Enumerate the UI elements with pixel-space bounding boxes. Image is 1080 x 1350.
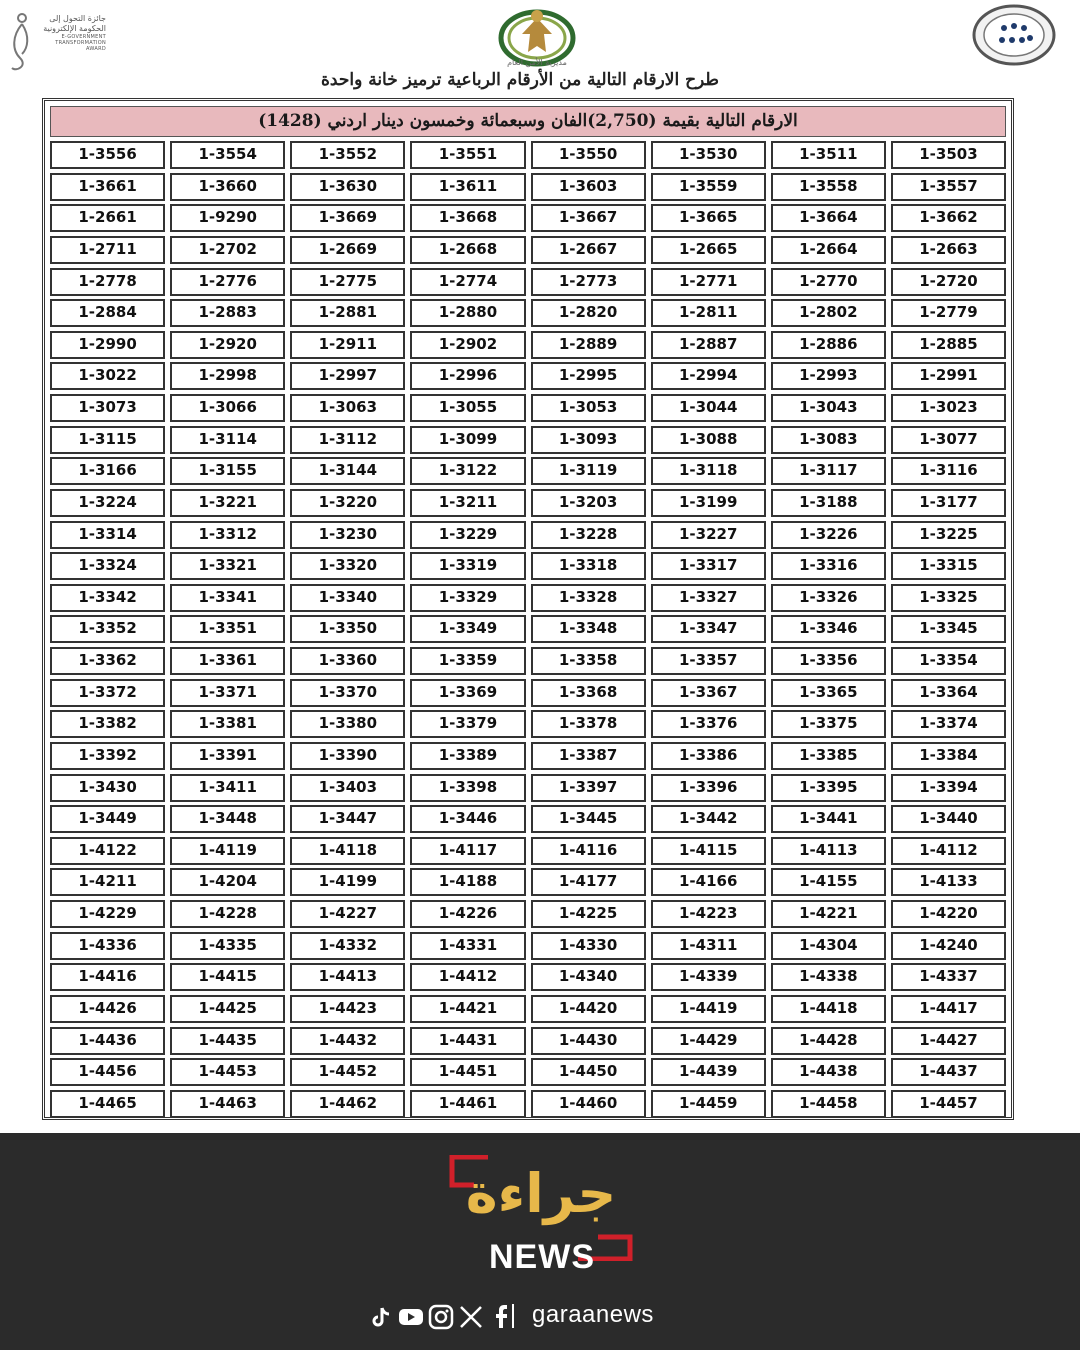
plate-number-cell: 1-3556 [50, 141, 165, 169]
plate-number-cell: 1-4228 [170, 900, 285, 928]
plate-number-cell: 1-2669 [290, 236, 405, 264]
plate-number-cell: 1-3367 [651, 679, 766, 707]
instagram-icon[interactable] [428, 1304, 454, 1330]
plate-number-cell: 1-4439 [651, 1058, 766, 1086]
plate-number-cell: 1-4221 [771, 900, 886, 928]
plate-number-cell: 1-4431 [410, 1027, 525, 1055]
plate-number-cell: 1-4225 [531, 900, 646, 928]
plate-number-cell: 1-3371 [170, 679, 285, 707]
plate-number-cell: 1-3066 [170, 394, 285, 422]
plate-number-cell: 1-3043 [771, 394, 886, 422]
plate-number-cell: 1-3557 [891, 173, 1006, 201]
plate-number-cell: 1-4427 [891, 1027, 1006, 1055]
plate-number-cell: 1-4453 [170, 1058, 285, 1086]
plate-number-cell: 1-3389 [410, 742, 525, 770]
plate-number-cell: 1-3360 [290, 647, 405, 675]
plate-number-cell: 1-2720 [891, 268, 1006, 296]
plate-number-cell: 1-3395 [771, 774, 886, 802]
plate-number-cell: 1-2702 [170, 236, 285, 264]
plate-number-cell: 1-3378 [531, 710, 646, 738]
plate-number-cell: 1-3327 [651, 584, 766, 612]
plate-number-cell: 1-3384 [891, 742, 1006, 770]
plate-number-cell: 1-3385 [771, 742, 886, 770]
plate-number-cell: 1-3177 [891, 489, 1006, 517]
award-text-english: E-GOVERNMENT TRANSFORMATION AWARD [55, 34, 106, 52]
plate-number-cell: 1-3073 [50, 394, 165, 422]
plate-number-cell: 1-3390 [290, 742, 405, 770]
plate-number-cell: 1-3348 [531, 615, 646, 643]
plate-number-cell: 1-4423 [290, 995, 405, 1023]
plate-number-cell: 1-3093 [531, 426, 646, 454]
plate-number-cell: 1-3396 [651, 774, 766, 802]
plate-number-cell: 1-3511 [771, 141, 886, 169]
plate-number-cell: 1-3119 [531, 457, 646, 485]
plate-number-cell: 1-4460 [531, 1090, 646, 1118]
plate-number-cell: 1-3155 [170, 457, 285, 485]
plate-number-cell: 1-4177 [531, 868, 646, 896]
plate-number-cell: 1-3346 [771, 615, 886, 643]
plate-number-cell: 1-4204 [170, 868, 285, 896]
tiktok-icon[interactable] [368, 1304, 394, 1330]
plate-number-cell: 1-3230 [290, 521, 405, 549]
police-seal-icon [972, 4, 1056, 66]
plate-number-cell: 1-2668 [410, 236, 525, 264]
plate-number-cell: 1-3369 [410, 679, 525, 707]
plate-number-cell: 1-3403 [290, 774, 405, 802]
plate-number-cell: 1-3397 [531, 774, 646, 802]
plate-number-cell: 1-3319 [410, 552, 525, 580]
plate-number-cell: 1-3328 [531, 584, 646, 612]
plate-number-cell: 1-4452 [290, 1058, 405, 1086]
plate-number-cell: 1-3351 [170, 615, 285, 643]
plate-number-cell: 1-3552 [290, 141, 405, 169]
plate-number-cell: 1-3503 [891, 141, 1006, 169]
plates-table [42, 98, 1014, 1120]
plate-number-cell: 1-4451 [410, 1058, 525, 1086]
plate-number-cell: 1-2664 [771, 236, 886, 264]
footer-divider [512, 1304, 514, 1328]
plate-number-cell: 1-2920 [170, 331, 285, 359]
plate-number-cell: 1-4199 [290, 868, 405, 896]
plate-number-cell: 1-3342 [50, 584, 165, 612]
plate-number-cell: 1-3375 [771, 710, 886, 738]
plate-number-cell: 1-2778 [50, 268, 165, 296]
plate-number-cell: 1-4417 [891, 995, 1006, 1023]
plate-number-cell: 1-3324 [50, 552, 165, 580]
plate-number-cell: 1-3376 [651, 710, 766, 738]
plate-number-cell: 1-4430 [531, 1027, 646, 1055]
plate-number-cell: 1-4428 [771, 1027, 886, 1055]
plate-number-cell: 1-2711 [50, 236, 165, 264]
plate-number-cell: 1-4437 [891, 1058, 1006, 1086]
plate-number-cell: 1-3227 [651, 521, 766, 549]
plate-number-cell: 1-2881 [290, 299, 405, 327]
plate-number-cell: 1-3166 [50, 457, 165, 485]
plate-number-cell: 1-3317 [651, 552, 766, 580]
plate-number-cell: 1-4117 [410, 837, 525, 865]
document-header [0, 0, 1080, 100]
plate-number-cell: 1-3329 [410, 584, 525, 612]
plate-number-cell: 1-4119 [170, 837, 285, 865]
plate-number-cell: 1-3387 [531, 742, 646, 770]
plate-number-cell: 1-3440 [891, 805, 1006, 833]
brand-logo-arabic: جراءة [465, 1162, 617, 1225]
plate-number-cell: 1-3220 [290, 489, 405, 517]
brand-logo-news: NEWS [489, 1238, 595, 1276]
plate-number-cell: 1-2911 [290, 331, 405, 359]
plate-number-cell: 1-3022 [50, 362, 165, 390]
plate-number-cell: 1-4338 [771, 963, 886, 991]
plate-number-cell: 1-3350 [290, 615, 405, 643]
plate-number-cell: 1-3325 [891, 584, 1006, 612]
plate-number-cell: 1-3063 [290, 394, 405, 422]
plate-number-cell: 1-3382 [50, 710, 165, 738]
plate-number-cell: 1-4429 [651, 1027, 766, 1055]
plate-number-cell: 1-3199 [651, 489, 766, 517]
plate-number-cell: 1-4166 [651, 868, 766, 896]
plate-number-cell: 1-3550 [531, 141, 646, 169]
plate-number-cell: 1-3368 [531, 679, 646, 707]
plate-number-cell: 1-2771 [651, 268, 766, 296]
plate-number-cell: 1-4133 [891, 868, 1006, 896]
plate-number-cell: 1-3530 [651, 141, 766, 169]
plate-number-cell: 1-3320 [290, 552, 405, 580]
plate-number-cell: 1-3379 [410, 710, 525, 738]
youtube-icon[interactable] [398, 1304, 424, 1330]
plate-number-cell: 1-3372 [50, 679, 165, 707]
plate-number-cell: 1-3668 [410, 204, 525, 232]
plate-number-cell: 1-2889 [531, 331, 646, 359]
plate-number-cell: 1-3667 [531, 204, 646, 232]
plate-number-cell: 1-3364 [891, 679, 1006, 707]
plate-number-cell: 1-3660 [170, 173, 285, 201]
plate-number-cell: 1-3225 [891, 521, 1006, 549]
plate-number-cell: 1-3077 [891, 426, 1006, 454]
plate-number-cell: 1-3374 [891, 710, 1006, 738]
plate-number-cell: 1-4331 [410, 932, 525, 960]
emblem-caption: مديرية الأمن العام [507, 58, 567, 67]
plate-number-cell: 1-2779 [891, 299, 1006, 327]
plate-number-cell: 1-3023 [891, 394, 1006, 422]
plate-number-cell: 1-3053 [531, 394, 646, 422]
plate-number-cell: 1-3361 [170, 647, 285, 675]
plate-number-cell: 1-2811 [651, 299, 766, 327]
plate-number-cell: 1-4220 [891, 900, 1006, 928]
plate-number-cell: 1-4457 [891, 1090, 1006, 1118]
social-handle[interactable]: garaanews [532, 1301, 654, 1328]
plate-number-cell: 1-3665 [651, 204, 766, 232]
plate-number-cell: 1-4227 [290, 900, 405, 928]
plate-number-cell: 1-3122 [410, 457, 525, 485]
plate-number-cell: 1-4337 [891, 963, 1006, 991]
plate-number-cell: 1-3446 [410, 805, 525, 833]
plate-number-cell: 1-2820 [531, 299, 646, 327]
plate-number-cell: 1-2775 [290, 268, 405, 296]
plate-number-cell: 1-3365 [771, 679, 886, 707]
plate-number-cell: 1-4415 [170, 963, 285, 991]
plate-number-cell: 1-3114 [170, 426, 285, 454]
plate-number-cell: 1-3411 [170, 774, 285, 802]
plate-number-cell: 1-3341 [170, 584, 285, 612]
plate-number-cell: 1-2994 [651, 362, 766, 390]
plate-number-cell: 1-4115 [651, 837, 766, 865]
plate-number-cell: 1-3558 [771, 173, 886, 201]
plate-number-cell: 1-4435 [170, 1027, 285, 1055]
plate-number-cell: 1-3116 [891, 457, 1006, 485]
plate-number-cell: 1-3226 [771, 521, 886, 549]
award-text [34, 14, 106, 52]
plate-number-cell: 1-3398 [410, 774, 525, 802]
plate-number-cell: 1-4116 [531, 837, 646, 865]
plate-number-cell: 1-2995 [531, 362, 646, 390]
plate-number-cell: 1-3449 [50, 805, 165, 833]
plate-number-cell: 1-4456 [50, 1058, 165, 1086]
plate-number-cell: 1-3392 [50, 742, 165, 770]
document-title: طرح الارقام التالية من الأرقام الرباعية ترميز خانة واحدة [321, 70, 719, 90]
plate-number-cell: 1-2663 [891, 236, 1006, 264]
plate-number-cell: 1-3362 [50, 647, 165, 675]
plate-number-cell: 1-4459 [651, 1090, 766, 1118]
plate-number-cell: 1-4112 [891, 837, 1006, 865]
plate-number-cell: 1-2880 [410, 299, 525, 327]
plate-number-cell: 1-3211 [410, 489, 525, 517]
plate-number-cell: 1-3661 [50, 173, 165, 201]
plate-number-cell: 1-2998 [170, 362, 285, 390]
plate-number-cell: 1-4118 [290, 837, 405, 865]
plate-number-cell: 1-2667 [531, 236, 646, 264]
plate-number-cell: 1-9290 [170, 204, 285, 232]
plate-number-cell: 1-3229 [410, 521, 525, 549]
plate-number-cell: 1-4461 [410, 1090, 525, 1118]
plate-number-cell: 1-2773 [531, 268, 646, 296]
plate-number-cell: 1-3442 [651, 805, 766, 833]
facebook-icon[interactable] [488, 1304, 514, 1330]
plate-number-cell: 1-4113 [771, 837, 886, 865]
plate-number-cell: 1-4438 [771, 1058, 886, 1086]
plate-number-cell: 1-3611 [410, 173, 525, 201]
plate-number-cell: 1-3356 [771, 647, 886, 675]
plate-number-cell: 1-4419 [651, 995, 766, 1023]
plate-number-cell: 1-3354 [891, 647, 1006, 675]
plate-number-cell: 1-3315 [891, 552, 1006, 580]
plate-number-cell: 1-4436 [50, 1027, 165, 1055]
plate-number-cell: 1-4425 [170, 995, 285, 1023]
plate-number-cell: 1-3112 [290, 426, 405, 454]
plate-number-cell: 1-3630 [290, 173, 405, 201]
plate-number-cell: 1-2886 [771, 331, 886, 359]
plate-number-cell: 1-4420 [531, 995, 646, 1023]
plate-number-cell: 1-2884 [50, 299, 165, 327]
plate-number-cell: 1-2887 [651, 331, 766, 359]
plate-number-cell: 1-3115 [50, 426, 165, 454]
plate-number-cell: 1-2993 [771, 362, 886, 390]
plate-number-cell: 1-3340 [290, 584, 405, 612]
plate-number-cell: 1-4311 [651, 932, 766, 960]
plate-number-cell: 1-4226 [410, 900, 525, 928]
award-text-arabic: جائزة التحول إلى الحكومة الإلكترونية [43, 14, 106, 33]
plate-number-cell: 1-3603 [531, 173, 646, 201]
plate-number-cell: 1-3099 [410, 426, 525, 454]
plate-number-cell: 1-4418 [771, 995, 886, 1023]
plate-number-cell: 1-4335 [170, 932, 285, 960]
plate-number-cell: 1-2885 [891, 331, 1006, 359]
plate-number-cell: 1-3381 [170, 710, 285, 738]
plate-number-cell: 1-3352 [50, 615, 165, 643]
x-icon[interactable] [458, 1304, 484, 1330]
plate-number-cell: 1-2770 [771, 268, 886, 296]
plate-number-cell: 1-3228 [531, 521, 646, 549]
plate-number-cell: 1-4463 [170, 1090, 285, 1118]
plate-number-cell: 1-3662 [891, 204, 1006, 232]
plate-number-cell: 1-3551 [410, 141, 525, 169]
plate-number-cell: 1-4465 [50, 1090, 165, 1118]
plate-number-cell: 1-4413 [290, 963, 405, 991]
plate-number-cell: 1-3359 [410, 647, 525, 675]
plate-number-cell: 1-3380 [290, 710, 405, 738]
plate-number-cell: 1-3394 [891, 774, 1006, 802]
plate-number-cell: 1-3118 [651, 457, 766, 485]
plate-number-cell: 1-3448 [170, 805, 285, 833]
plate-number-cell: 1-3430 [50, 774, 165, 802]
plate-number-cell: 1-4421 [410, 995, 525, 1023]
plate-number-cell: 1-4450 [531, 1058, 646, 1086]
plate-number-cell: 1-2991 [891, 362, 1006, 390]
plates-grid [50, 141, 1006, 1118]
plate-number-cell: 1-3144 [290, 457, 405, 485]
plate-number-cell: 1-3203 [531, 489, 646, 517]
plate-number-cell: 1-3554 [170, 141, 285, 169]
plate-number-cell: 1-3445 [531, 805, 646, 833]
plate-number-cell: 1-3345 [891, 615, 1006, 643]
plate-number-cell: 1-4332 [290, 932, 405, 960]
plate-number-cell: 1-4304 [771, 932, 886, 960]
plate-number-cell: 1-2996 [410, 362, 525, 390]
plate-number-cell: 1-3117 [771, 457, 886, 485]
plate-number-cell: 1-3055 [410, 394, 525, 422]
plate-number-cell: 1-4155 [771, 868, 886, 896]
plate-number-cell: 1-4426 [50, 995, 165, 1023]
plate-number-cell: 1-2661 [50, 204, 165, 232]
plate-number-cell: 1-3083 [771, 426, 886, 454]
plate-number-cell: 1-4339 [651, 963, 766, 991]
plate-number-cell: 1-4458 [771, 1090, 886, 1118]
plate-number-cell: 1-4462 [290, 1090, 405, 1118]
plate-number-cell: 1-3447 [290, 805, 405, 833]
plate-number-cell: 1-3349 [410, 615, 525, 643]
plate-number-cell: 1-3321 [170, 552, 285, 580]
plate-number-cell: 1-3347 [651, 615, 766, 643]
plate-number-cell: 1-3370 [290, 679, 405, 707]
plate-number-cell: 1-3441 [771, 805, 886, 833]
plate-number-cell: 1-2883 [170, 299, 285, 327]
plate-number-cell: 1-3314 [50, 521, 165, 549]
plate-number-cell: 1-2997 [290, 362, 405, 390]
plate-number-cell: 1-3188 [771, 489, 886, 517]
social-links [368, 1303, 508, 1331]
plate-number-cell: 1-2774 [410, 268, 525, 296]
plate-number-cell: 1-4432 [290, 1027, 405, 1055]
plate-number-cell: 1-4240 [891, 932, 1006, 960]
plate-number-cell: 1-4211 [50, 868, 165, 896]
plate-number-cell: 1-3669 [290, 204, 405, 232]
plate-number-cell: 1-3312 [170, 521, 285, 549]
plate-number-cell: 1-3559 [651, 173, 766, 201]
plate-number-cell: 1-4416 [50, 963, 165, 991]
plate-number-cell: 1-4188 [410, 868, 525, 896]
plate-number-cell: 1-2990 [50, 331, 165, 359]
plate-number-cell: 1-4336 [50, 932, 165, 960]
plate-number-cell: 1-3391 [170, 742, 285, 770]
plate-number-cell: 1-3316 [771, 552, 886, 580]
plate-number-cell: 1-2802 [771, 299, 886, 327]
plate-number-cell: 1-4340 [531, 963, 646, 991]
plate-number-cell: 1-3326 [771, 584, 886, 612]
brand-footer [0, 1133, 1080, 1350]
plate-number-cell: 1-3664 [771, 204, 886, 232]
plate-number-cell: 1-3357 [651, 647, 766, 675]
plate-number-cell: 1-4412 [410, 963, 525, 991]
plate-number-cell: 1-3088 [651, 426, 766, 454]
plate-number-cell: 1-3318 [531, 552, 646, 580]
plate-number-cell: 1-4122 [50, 837, 165, 865]
plate-number-cell: 1-3044 [651, 394, 766, 422]
plate-number-cell: 1-2776 [170, 268, 285, 296]
plate-number-cell: 1-4229 [50, 900, 165, 928]
plate-number-cell: 1-3358 [531, 647, 646, 675]
price-banner: الارقام التالية بقيمة (2,750)الفان وسبعمائة وخمسون دينار اردني (1428) [50, 106, 1006, 137]
plate-number-cell: 1-2665 [651, 236, 766, 264]
plate-number-cell: 1-3224 [50, 489, 165, 517]
plate-number-cell: 1-4223 [651, 900, 766, 928]
plate-number-cell: 1-4330 [531, 932, 646, 960]
plate-number-cell: 1-3221 [170, 489, 285, 517]
plate-number-cell: 1-3386 [651, 742, 766, 770]
plate-number-cell: 1-2902 [410, 331, 525, 359]
